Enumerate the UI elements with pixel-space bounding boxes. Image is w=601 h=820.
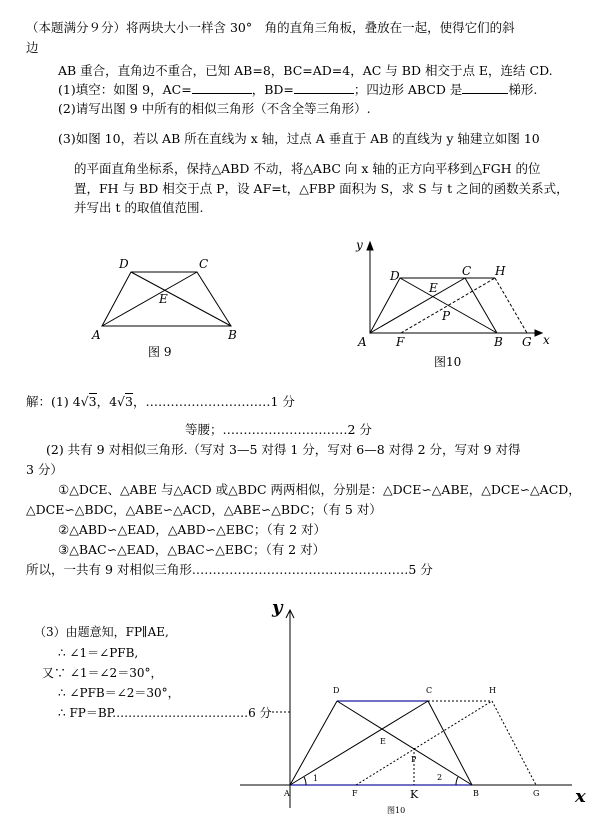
q1-text-b: ，BD=	[251, 82, 294, 97]
fig9-label-a: A	[92, 328, 101, 342]
solution-2a: (2) 共有 9 对相似三角形.（写对 3—5 对得 1 分，写对 6—8 对得 2 分，写对 9 对得	[46, 442, 521, 457]
fig9-label-e: E	[159, 292, 168, 306]
fig10b-label-b: B	[473, 789, 479, 798]
solution-2b: 3 分）	[26, 462, 63, 477]
question-3-line-4: 并写出 t 的取值值范围.	[74, 200, 204, 215]
fig10b-label-y: y	[272, 597, 283, 618]
fig10-label-g: G	[522, 335, 532, 349]
fig10b-angle-2-arc	[456, 777, 458, 785]
fig10b-label-d: D	[333, 686, 340, 695]
fig10-caption: 图10	[434, 355, 462, 369]
solution-2d: △DCE∽△BDC，△ABE∽△ACD，△ABE∽△BDC；（有 5 对）	[26, 502, 382, 517]
fig10b-label-a: A	[284, 789, 290, 798]
fig10b-diagonal-bd	[337, 701, 472, 785]
solution-3a: （3）由题意知，FP∥AE,	[34, 625, 169, 639]
fig10-label-d: D	[390, 269, 400, 283]
fig10-label-x: x	[543, 333, 550, 347]
solution-2e: ②△ABD∽△EAD，△ABD∽△EBC；（有 2 对）	[58, 522, 327, 537]
solution-2f: ③△BAC∽△EAD，△BAC∽△EBC；（有 2 对）	[58, 542, 326, 557]
fig10b-angle-1-arc	[304, 777, 306, 785]
fig10-label-b: B	[494, 335, 503, 349]
fig9-label-d: D	[119, 257, 129, 271]
q1-text-a: (1)填空：如图 9，AC=	[58, 82, 192, 97]
fig10b-segment-fh	[356, 701, 492, 785]
fig10b-label-e: E	[380, 737, 386, 746]
fig10b-caption: 图10	[387, 806, 406, 815]
sqrt-sign-2: √	[117, 394, 126, 409]
problem-line-1: （本题满分９分）将两块大小一样含 30° 角的直角三角板，叠放在一起，使得它们的斜	[26, 20, 515, 35]
question-2: (2)请写出图 9 中所有的相似三角形（不含全等三角形）.	[58, 101, 371, 116]
fig10b-segment-hg	[492, 701, 536, 785]
solution-2g: 所以，一共有 9 对相似三角形.……………………………………………5 分	[26, 562, 433, 577]
fig10-label-a: A	[358, 335, 367, 349]
s1-radicand-1: 3	[88, 394, 97, 409]
fig10b-label-f: F	[352, 789, 358, 798]
fig10b-label-angle-2: 2	[437, 773, 443, 782]
solution-3d: ∴ ∠PFB＝∠2＝30°，	[58, 686, 180, 700]
question-3-line-1: (3)如图 10，若以 AB 所在直线为 x 轴，过点 A 垂直于 AB 的直线为 y 轴建立如图 10	[58, 131, 540, 146]
fig10b-label-g: G	[533, 789, 540, 798]
fig10-label-c: C	[462, 264, 472, 278]
fig10-label-p: P	[442, 309, 451, 323]
fig9-label-b: B	[228, 328, 237, 342]
q1-text-c: ；四边形 ABCD 是	[353, 82, 463, 97]
question-3-line-3: 置，FH 与 BD 相交于点 P，设 AF=t，△FBP 面积为 S，求 S 与 t 之间的函数关系式，	[74, 181, 569, 196]
fig9-label-c: C	[199, 257, 209, 271]
sqrt-sign-1: √	[80, 394, 89, 409]
problem-line-3: AB 重合，直角边不重合，已知 AB=8，BC=AD=4，AC 与 BD 相交于点 E，连结 CD.	[58, 63, 553, 78]
s1-comma: ，	[96, 394, 110, 409]
fig9-caption: 图 9	[148, 345, 172, 359]
solution-3b: ∴ ∠1＝∠PFB,	[58, 646, 139, 660]
fig10b-label-c: C	[426, 686, 433, 695]
fig10b-label-k: K	[410, 788, 419, 801]
fig10b-label-x: x	[575, 786, 586, 807]
question-3-line-2: 的平面直角坐标系，保持△ABD 不动，将△ABC 向 x 轴的正方向平移到△FGH 的位	[74, 161, 541, 176]
fig10b-side-ad	[290, 701, 337, 785]
s1-prefix: 解：(1)	[26, 394, 69, 409]
problem-line-2: 边	[26, 40, 39, 55]
s1-dots: ，…………………………1 分	[132, 394, 295, 409]
solution-2c: ①△DCE、△ABE 与△ACD 或△BDC 两两相似，分别是：△DCE∽△ABE，△DCE∽△ACD，	[58, 482, 581, 497]
fig10-label-h: H	[495, 264, 506, 278]
s1-value-1: 4	[72, 394, 81, 409]
fig10-label-e: E	[429, 281, 438, 295]
q1-text-d: 梯形.	[508, 82, 538, 97]
fig10-label-y: y	[356, 238, 363, 252]
solution-3e: ∴ FP＝BP.……………………………6 分	[58, 706, 272, 720]
fig10b-label-p: P	[411, 755, 417, 764]
s1-value-2: 4	[109, 394, 118, 409]
fig10b-diagonal-ac	[290, 701, 428, 785]
fig10b-label-angle-1: 1	[313, 774, 319, 783]
fig10b-side-bc	[428, 701, 472, 785]
solution-1b: 等腰；…………………………2 分	[185, 422, 372, 437]
s1-radicand-2: 3	[125, 394, 133, 409]
solution-3c: 又∵ ∠1＝∠2＝30°，	[42, 666, 163, 680]
fig10-label-f: F	[396, 335, 405, 349]
fig10b-label-h: H	[489, 686, 496, 695]
